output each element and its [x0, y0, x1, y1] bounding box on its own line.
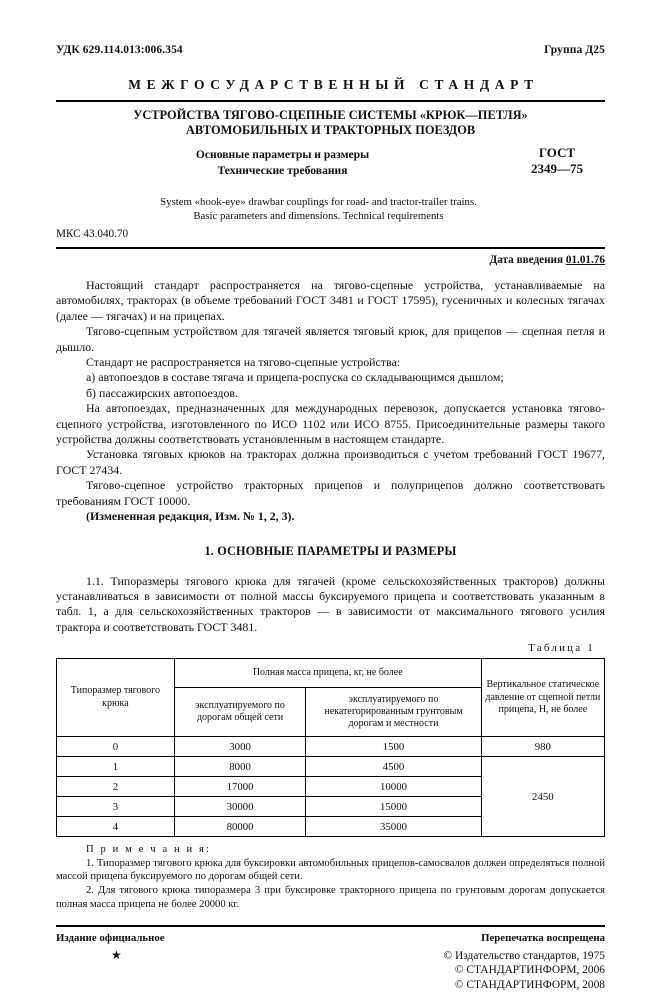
- table-row: [57, 757, 605, 777]
- page-content: [56, 44, 605, 991]
- table-row: [57, 737, 605, 757]
- cell-mass-dirt: 10000: [306, 777, 481, 797]
- section-1-heading: 1. ОСНОВНЫЕ ПАРАМЕТРЫ И РАЗМЕРЫ: [204, 543, 457, 558]
- table-header-common-roads: эксплуатируемого по дорогам общей сети: [174, 688, 306, 737]
- paragraph-7: Установка тяговых крюков на тракторах должна производиться с учетом требований ГОСТ 19677, ГОСТ 27434.: [56, 447, 605, 477]
- title-block: [56, 108, 605, 223]
- table-header-total-mass: Полная масса прицепа, кг, не более: [174, 659, 481, 688]
- page-footer: [56, 932, 605, 991]
- paragraph-9-revision: (Измененная редакция, Изм. № 1, 2, 3).: [86, 509, 295, 524]
- clause-1-1: [56, 574, 605, 636]
- copyright-line-3: © СТАНДАРТИНФОРМ, 2008: [454, 978, 605, 991]
- title-line-2: АВТОМОБИЛЬНЫХ И ТРАКТОРНЫХ ПОЕЗДОВ: [185, 123, 476, 137]
- cell-mass-common: 8000: [174, 757, 306, 777]
- cell-typesize: 0: [57, 737, 175, 757]
- group-code: Группа Д25: [544, 44, 605, 56]
- paragraph-5-item-b: б) пассажирских автопоездов.: [86, 385, 238, 400]
- subtitle-line-2: Технические требования: [217, 163, 348, 177]
- udk-code: УДК 629.114.013:006.354: [56, 44, 183, 56]
- reprint-prohibited-label: Перепечатка воспрещена: [481, 932, 605, 945]
- paragraph-3: Стандарт не распространяется на тягово-сцепные устройства:: [86, 355, 401, 370]
- clause-1-1-text: 1.1. Типоразмеры тягового крюка для тягачей (кроме сельскохозяйственных тракторов) должны устанавливаться в зависимости от полной массы буксируемого прицепа и соответствовать указанным в табл. 1, а для сельскохозяйственных тракторов — в зависимости от максимального тягового усилия трактора и соответствовать ГОСТ 3481.: [56, 573, 605, 634]
- introduction-date: [56, 254, 605, 266]
- footer-rule: [56, 925, 605, 927]
- cell-mass-common: 30000: [174, 797, 306, 817]
- paragraph-4-item-a: а) автопоездов в составе тягача и прицепа-роспуска со складывающимся дышлом;: [86, 370, 504, 385]
- document-header-line: [56, 44, 605, 56]
- introduction-date-label: Дата введения: [489, 254, 564, 266]
- title-line-1: УСТРОЙСТВА ТЯГОВО-СЦЕПНЫЕ СИСТЕМЫ «КРЮК—ПЕТЛЯ»: [133, 108, 528, 122]
- cell-pressure-first: 980: [481, 737, 604, 757]
- english-title: [56, 196, 605, 223]
- table-notes: [56, 843, 605, 911]
- cell-mass-dirt: 35000: [306, 817, 481, 837]
- paragraph-8: Тягово-сцепное устройство тракторных прицепов и полуприцепов должно соответствовать требованиям ГОСТ 10000.: [56, 478, 605, 508]
- english-title-line-2: Basic parameters and dimensions. Technical requirements: [193, 209, 444, 222]
- paragraph-6: На автопоездах, предназначенных для международных перевозок, допускается установка тягово-сцепного устройства, изготовленного по ИСО 1102 или ИСО 8755. Присоединительные размеры такого устройства должны соответствовать установленным в настоящем стандарте.: [56, 401, 605, 447]
- body-text: [56, 278, 605, 525]
- introduction-date-value: 01.01.76: [565, 254, 605, 266]
- table-header-vertical-pressure: Вертикальное статическое давление от сцепной петли прицепа, Н, не более: [481, 659, 604, 737]
- cell-mass-common: 3000: [174, 737, 306, 757]
- english-title-line-1: System «hook-eye» drawbar couplings for road- and tractor-trailer trains.: [160, 196, 477, 208]
- mks-code: МКС 43.040.70: [56, 228, 129, 240]
- paragraph-1: Настоящий стандарт распространяется на тягово-сцепные устройства, устанавливаемые на автомобилях, тракторах (в объеме требований ГОСТ 3481 и ГОСТ 17595), гусеничных и колесных тягачах (далее — тягачах) и на прицепах.: [56, 278, 605, 323]
- cell-pressure-rest: 2450: [481, 757, 604, 837]
- footer-top-row: [56, 932, 605, 944]
- notes-heading: П р и м е ч а н и я:: [86, 844, 212, 856]
- table-header-dirt-roads: эксплуатируемого по некатегорированным грунтовым дорогам и местности: [306, 688, 481, 737]
- subtitle-line-1: Основные параметры и размеры: [195, 148, 370, 161]
- table-caption: Таблица 1: [528, 642, 595, 655]
- cell-mass-dirt: 1500: [306, 737, 481, 757]
- cell-mass-common: 80000: [174, 817, 306, 837]
- note-2: 2. Для тягового крюка типоразмера 3 при буксировке тракторного прицепа по грунтовым дорогам допускается полная масса прицепа не более 20000 кг.: [56, 884, 605, 910]
- banner-rule: [56, 100, 605, 102]
- table-header-typesize: Типоразмер тягового крюка: [57, 659, 175, 737]
- copyright-line-1: © Издательство стандартов, 1975: [443, 950, 605, 963]
- gost-number-block: [503, 145, 611, 177]
- cell-typesize: 1: [57, 757, 175, 777]
- cell-typesize: 2: [57, 777, 175, 797]
- table-header-row-1: [57, 659, 605, 688]
- date-rule: [56, 247, 605, 249]
- paragraph-2: Тягово-сцепным устройством для тягачей является тяговый крюк, для прицепов — сцепная петля и дышло.: [56, 324, 605, 354]
- standard-banner: МЕЖГОСУДАРСТВЕННЫЙ СТАНДАРТ: [128, 77, 539, 92]
- copyright-line-2: © СТАНДАРТИНФОРМ, 2006: [454, 964, 605, 977]
- gost-number: 2349—75: [531, 161, 583, 176]
- cell-mass-dirt: 4500: [306, 757, 481, 777]
- star-icon: ★: [111, 948, 122, 963]
- cell-mass-common: 17000: [174, 777, 306, 797]
- subtitle-row: [56, 147, 605, 183]
- copyright-block: [444, 949, 605, 992]
- parameters-table: [56, 658, 605, 837]
- cell-mass-dirt: 15000: [306, 797, 481, 817]
- official-edition-label: Издание официальное: [56, 932, 165, 945]
- cell-typesize: 3: [57, 797, 175, 817]
- cell-typesize: 4: [57, 817, 175, 837]
- note-1: 1. Типоразмер тягового крюка для буксировки автомобильных прицепов-самосвалов должен определяться полной массой прицепа буксируемого по дорогам общей сети.: [56, 857, 605, 883]
- gost-label: ГОСТ: [538, 145, 576, 160]
